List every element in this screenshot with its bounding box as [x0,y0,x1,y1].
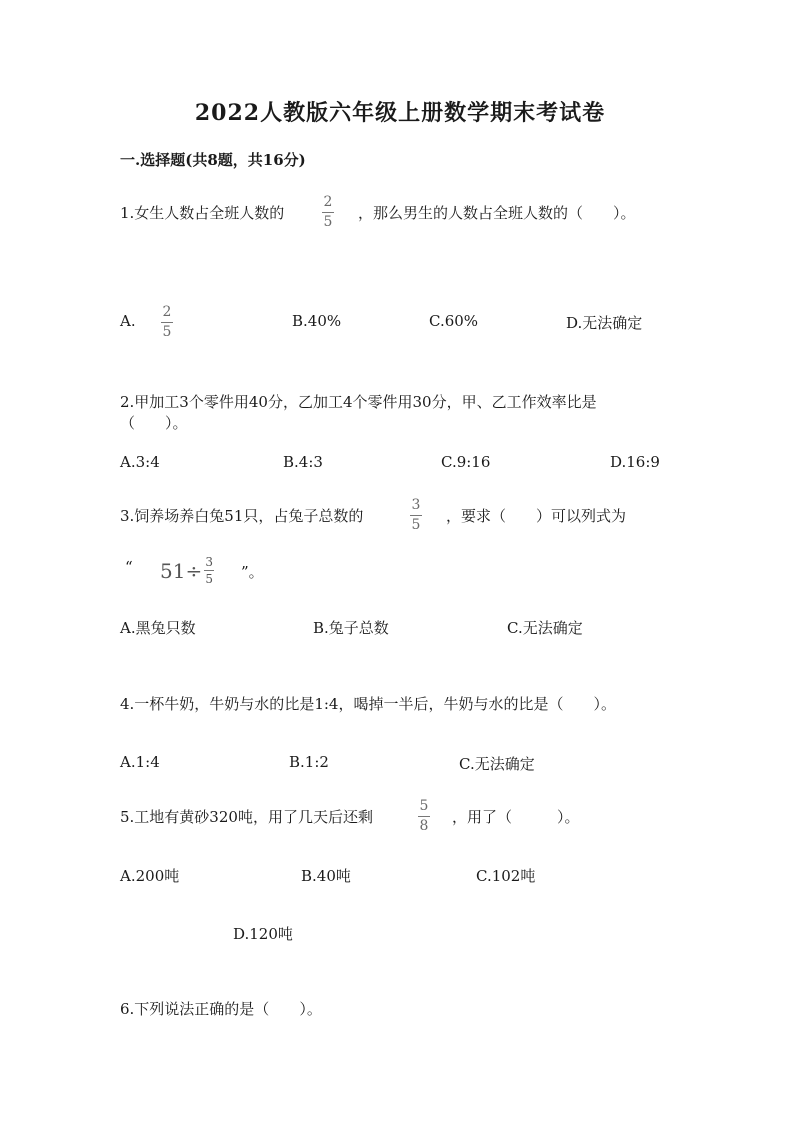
question-1-text-after: ，那么男生的人数占全班人数的（ ）。 [358,204,636,222]
question-1-text-before: 1.女生人数占全班人数的 [120,204,285,222]
question-1-option-d: D.无法确定 [566,314,643,332]
fraction-bar [161,322,173,323]
fraction-denominator: 5 [323,214,333,230]
question-3-text-after: ，要求（ ）可以列式为 [446,507,627,525]
question-6-text: 6.下列说法正确的是（ ）。 [120,1000,322,1018]
question-5-option-d: D.120吨 [233,925,293,943]
question-5-fraction [418,799,430,834]
question-2-option-d: D.16:9 [610,453,660,471]
question-2-text-line2: （ ）。 [120,414,188,432]
question-3-option-b: B.兔子总数 [313,619,389,637]
fraction-denominator: 8 [419,818,429,834]
fraction-denominator: 5 [411,517,421,533]
fraction-denominator: 5 [205,572,214,586]
question-2-option-c: C.9:16 [441,453,491,471]
question-3-option-c: C.无法确定 [507,619,583,637]
fraction-numerator: 2 [323,194,333,210]
question-5-text-before: 5.工地有黄砂320吨，用了几天后还剩 [120,808,373,826]
page-title: 2022人教版六年级上册数学期末考试卷 [194,100,606,126]
question-3-fraction [410,498,422,533]
question-5-option-b: B.40吨 [301,867,351,885]
expression-fraction [204,556,214,585]
question-2-text-line1: 2.甲加工3个零件用40分，乙加工4个零件用30分，甲、乙工作效率比是 [120,393,597,411]
question-4-option-b: B.1:2 [289,753,329,771]
question-1-option-a-label: A. [120,312,136,330]
question-1-option-b: B.40% [292,312,342,330]
question-3-close-quote: ”。 [241,563,264,581]
fraction-denominator: 5 [162,324,172,340]
question-2-option-b: B.4:3 [283,453,323,471]
question-1-fraction [322,195,334,230]
section-heading: 一.选择题(共8题，共16分) [120,151,306,169]
fraction-bar [410,515,422,516]
question-3-text-before: 3.饲养场养白兔51只，占兔子总数的 [120,507,364,525]
fraction-numerator: 2 [162,304,172,320]
fraction-numerator: 3 [205,555,214,569]
question-1-option-c: C.60% [429,312,479,330]
question-3-expression [160,556,214,585]
fraction-numerator: 3 [411,497,421,513]
fraction-bar [418,816,430,817]
question-4-option-c: C.无法确定 [459,755,535,773]
expression-integer: 51÷ [160,558,203,583]
question-4-text: 4.一杯牛奶，牛奶与水的比是1:4，喝掉一半后，牛奶与水的比是（ ）。 [120,695,616,713]
question-5-text-after: ，用了（ ）。 [452,808,580,826]
question-5-option-c: C.102吨 [476,867,536,885]
question-1-option-a-fraction [161,305,173,340]
question-3-option-a: A.黑兔只数 [120,619,196,637]
fraction-bar [322,212,334,213]
question-4-option-a: A.1:4 [120,753,160,771]
question-5-option-a: A.200吨 [120,867,180,885]
fraction-numerator: 5 [419,798,429,814]
question-3-open-quote: “ [125,558,133,576]
question-2-option-a: A.3:4 [120,453,160,471]
fraction-bar [204,570,214,571]
